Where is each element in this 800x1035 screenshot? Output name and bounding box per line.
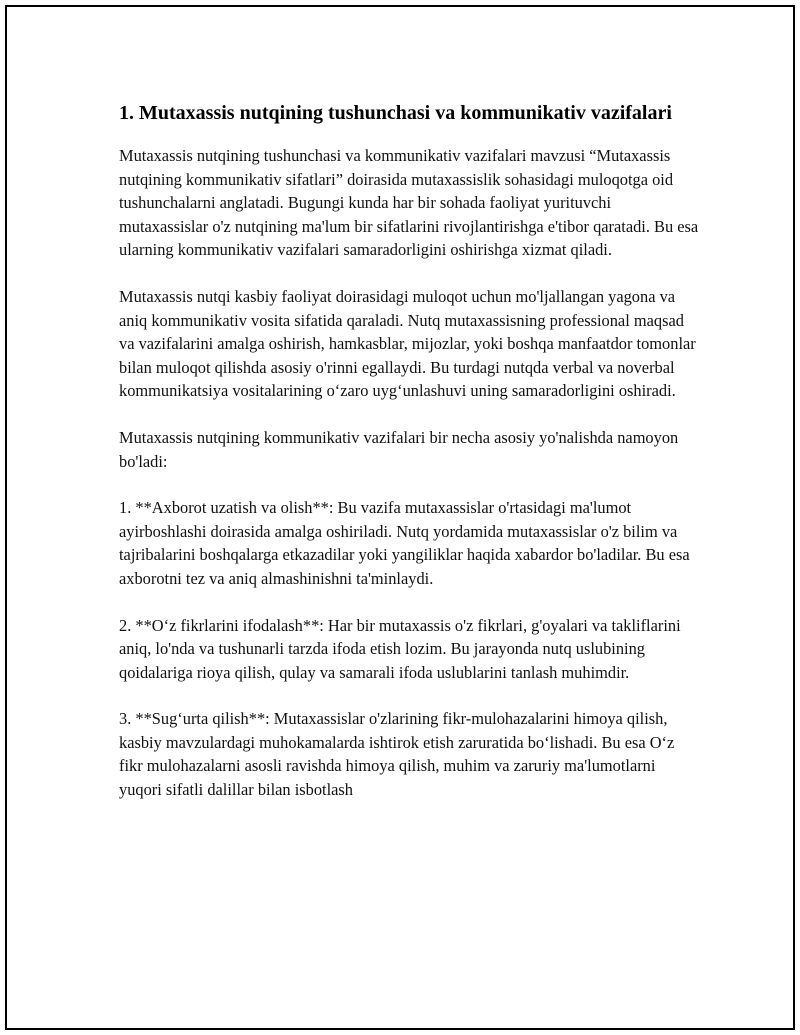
list-item-information: 1. **Axborot uzatish va olish**: Bu vazifa mutaxassislar o'rtasidagi ma'lumot ayirboshlashi doirasida amalga oshiriladi. Nutq yordamida mutaxassislar o'z bilim va tajribalarini boshqalarga etkazadilar yoki yangiliklar haqida xabardor bo'ladilar. Bu esa axborotni tez va aniq almashinishni ta'minlaydi. <box>119 498 690 588</box>
paragraph-intro: Mutaxassis nutqining tushunchasi va kommunikativ vazifalari mavzusi “Mutaxassis nutqining kommunikativ sifatlari” doirasida mutaxassislik sohasidagi muloqotga oid tushunchalarni anglatadi. Bugungi kunda har bir sohada faoliyat yurituvchi mutaxassislar o'z nutqining ma'lum bir sifatlarini rivojlantirishga e'tibor qaratadi. Bu esa ularning kommunikativ vazifalari samaradorligini oshirishga xizmat qiladi. <box>119 146 699 260</box>
list-item-defense: 3. **Sug‘urta qilish**: Mutaxassislar o'zlarining fikr-mulohazalarini himoya qilish, kasbiy mavzulardagi muhokamalarda ishtirok etish zaruratida bo‘lishadi. Bu esa O‘z fikr mulohazalarni asosli ravishda himoya qilish, muhim va zaruriy ma'lumotlarni yuqori sifatli dalillar bilan isbotlash <box>119 709 675 800</box>
paragraph-functions-lead: Mutaxassis nutqining kommunikativ vazifalari bir necha asosiy yo'nalishda namoyon bo'ladi: <box>119 427 679 471</box>
document-page <box>5 5 795 1030</box>
list-item-expression: 2. **O‘z fikrlarini ifodalash**: Har bir mutaxassis o'z fikrlari, g'oyalari va takliflarini aniq, lo'nda va tushunarli tarzda ifoda etish lozim. Bu jarayonda nutq uslubining qoidalariga rioya qilish, qulay va samarali ifoda uslublarini tanlash muhimdir. <box>119 615 681 682</box>
document-content <box>119 99 699 825</box>
paragraph-definition: Mutaxassis nutqi kasbiy faoliyat doirasidagi muloqot uchun mo'ljallangan yagona va aniq kommunikativ vosita sifatida qaraladi. Nutq mutaxassisning professional maqsad va vazifalarini amalga oshirish, hamkasblar, mijozlar, yoki boshqa manfaatdor tomonlar bilan muloqot qilishda asosiy o'rinni egallaydi. Bu turdagi nutqda verbal va noverbal kommunikatsiya vositalarining o‘zaro uyg‘unlashuvi uning samaradorligini oshiradi. <box>119 286 696 401</box>
section-title: 1. Mutaxassis nutqining tushunchasi va kommunikativ vazifalari <box>119 102 672 124</box>
